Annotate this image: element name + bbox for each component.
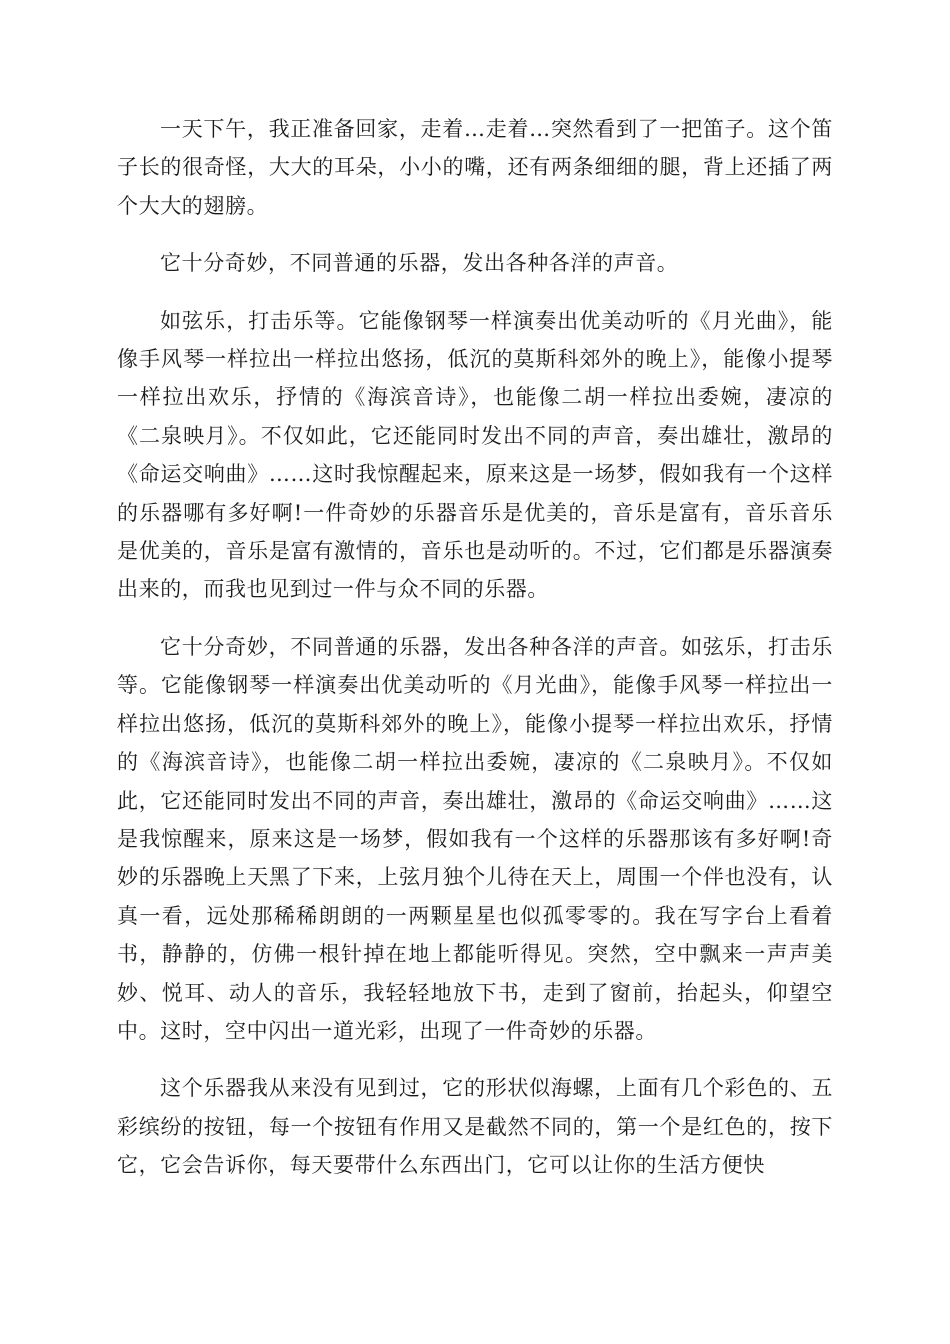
- paragraph-1: 一天下午，我正准备回家，走着…走着…突然看到了一把笛子。这个笛子长的很奇怪，大大的耳朵，小小的嘴，还有两条细细的腿，背上还插了两个大大的翅膀。: [117, 117, 833, 218]
- document-page: [117, 110, 833, 1204]
- paragraph-3: 如弦乐，打击乐等。它能像钢琴一样演奏出优美动听的《月光曲》，能像手风琴一样拉出一样拉出悠扬，低沉的莫斯科郊外的晚上》，能像小提琴一样拉出欢乐，抒情的《海滨音诗》，也能像二胡一样拉出委婉，凄凉的《二泉映月》。不仅如此，它还能同时发出不同的声音，奏出雄壮，激昂的《命运交响曲》……这时我惊醒起来，原来这是一场梦，假如我有一个这样的乐器哪有多好啊!一件奇妙的乐器音乐是优美的，音乐是富有，音乐音乐是优美的，音乐是富有激情的，音乐也是动听的。不过，它们都是乐器演奏出来的，而我也见到过一件与众不同的乐器。: [117, 308, 833, 602]
- paragraph-5: 这个乐器我从来没有见到过，它的形状似海螺，上面有几个彩色的、五彩缤纷的按钮，每一个按钮有作用又是截然不同的，第一个是红色的，按下它，它会告诉你，每天要带什么东西出门，它可以让你的生活方便快: [117, 1076, 833, 1178]
- paragraph-2: 它十分奇妙，不同普通的乐器，发出各种各洋的声音。: [160, 251, 679, 276]
- paragraph-4: 它十分奇妙，不同普通的乐器，发出各种各洋的声音。如弦乐，打击乐等。它能像钢琴一样演奏出优美动听的《月光曲》，能像手风琴一样拉出一样拉出悠扬，低沉的莫斯科郊外的晚上》，能像小提琴一样拉出欢乐，抒情的《海滨音诗》，也能像二胡一样拉出委婉，凄凉的《二泉映月》。不仅如此，它还能同时发出不同的声音，奏出雄壮，激昂的《命运交响曲》……这是我惊醒来，原来这是一场梦，假如我有一个这样的乐器那该有多好啊!奇妙的乐器晚上天黑了下来，上弦月独个儿待在天上，周围一个伴也没有，认真一看，远处那稀稀朗朗的一两颗星星也似孤零零的。我在写字台上看着书，静静的，仿佛一根针掉在地上都能听得见。突然，空中飘来一声声美妙、悦耳、动人的音乐，我轻轻地放下书，走到了窗前，抬起头，仰望空中。这时，空中闪出一道光彩，出现了一件奇妙的乐器。: [117, 634, 833, 1043]
